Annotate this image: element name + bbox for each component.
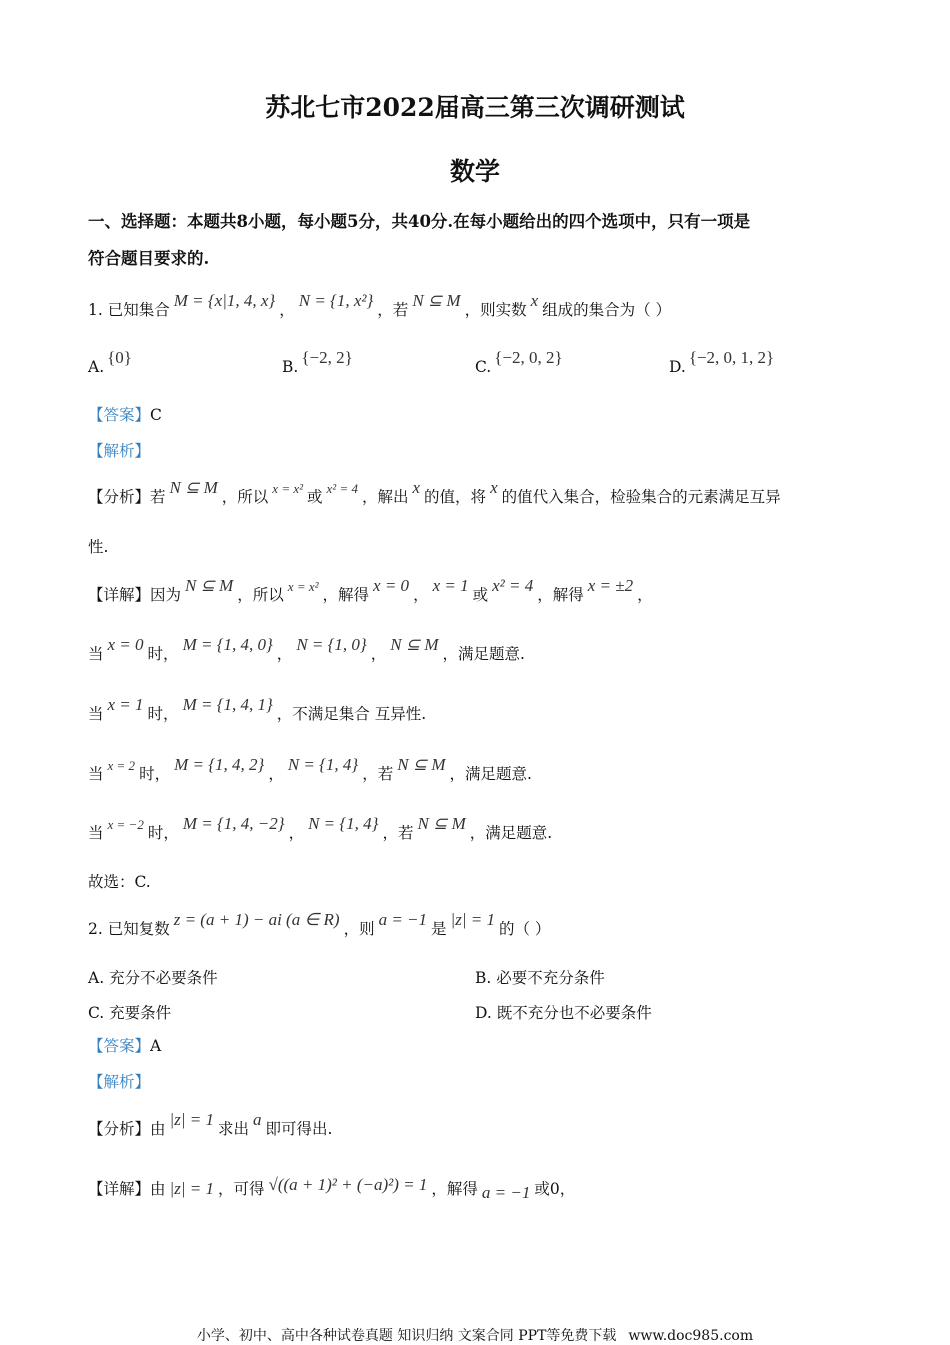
q1-stem-end: 组成的集合为（ ） <box>542 301 672 319</box>
q1-fenxi-text: 或 <box>307 488 323 506</box>
q1-case-1 <box>88 635 525 665</box>
q1-cond: N ⊆ M <box>412 291 461 310</box>
q2-fenxi-text: 即可得出. <box>265 1120 333 1138</box>
q1-fenxi-text: ，解出 <box>361 488 409 506</box>
q2-stem-text: 是 <box>431 920 447 938</box>
q2-answer-value: A <box>150 1037 162 1055</box>
q2-fenxi-tag: 【分析】 <box>88 1120 151 1138</box>
q1-xj-text: ， <box>413 586 429 604</box>
q2-analysis-tag: 【解析】 <box>88 1073 151 1091</box>
q1-case-text: ，若 <box>362 765 394 783</box>
q1-case-math: N = {1, 4} <box>308 814 379 833</box>
q1-fenxi-math: x = x² <box>272 481 304 496</box>
page-footer <box>0 1325 950 1345</box>
q2-option-a <box>88 966 218 988</box>
q1-case-text: ，若 <box>382 824 414 842</box>
q2-fenxi-text: 由 <box>150 1120 166 1138</box>
q2-xiangjie <box>88 1175 576 1202</box>
q1-fenxi-text: 的值代入集合，检验集合的元素满足互异 <box>501 488 781 506</box>
q1-case-4 <box>88 814 553 845</box>
q2-option-d <box>475 1001 652 1023</box>
q1-case-math: N = {1, 4} <box>287 755 359 774</box>
q1-option-b-value: {−2, 2} <box>301 348 353 367</box>
q2-option-a-value: 充分不必要条件 <box>109 969 218 987</box>
q1-option-d <box>669 348 777 377</box>
q1-xj-text: 或 <box>472 586 489 604</box>
q1-fenxi-text: 的值，将 <box>424 488 487 506</box>
q2-xj-text: 由 <box>150 1180 166 1198</box>
q2-answer <box>88 1035 161 1057</box>
q1-case-text: ， <box>288 824 305 842</box>
q1-conclusion: 故选：C. <box>88 873 151 891</box>
q1-answer <box>88 404 162 426</box>
q2-option-a-label: A. <box>88 969 105 987</box>
q1-option-b <box>282 348 356 377</box>
q1-xj-text: ，解得 <box>537 586 584 604</box>
q1-option-d-label: D. <box>669 358 686 376</box>
q1-fenxi-math: N ⊆ M <box>169 478 218 497</box>
q1-option-a-label: A. <box>88 358 105 376</box>
q1-xiangjie <box>88 576 653 607</box>
q1-analysis <box>88 440 150 462</box>
q2-xj-text: ，解得 <box>431 1180 478 1198</box>
q1-set-n: N = {1, x²} <box>298 291 374 310</box>
q1-case-math: M = {1, 4, 1} <box>182 695 273 714</box>
q2-xj-math: |z| = 1 <box>169 1179 214 1198</box>
q1-case-math: N ⊆ M <box>397 755 446 774</box>
q1-fenxi-tag: 【分析】 <box>88 488 151 506</box>
q2-answer-tag: 【答案】 <box>88 1037 151 1055</box>
q1-case-text: 时， <box>147 645 179 663</box>
q1-option-a-value: {0} <box>107 348 132 367</box>
q1-answer-value: C <box>150 406 162 424</box>
q2-xj-text: ，可得 <box>217 1180 265 1198</box>
q1-case-math: M = {1, 4, 2} <box>174 755 265 774</box>
q2-fenxi-math: |z| = 1 <box>169 1110 214 1129</box>
q1-answer-tag: 【答案】 <box>88 406 151 424</box>
q1-option-a <box>88 348 135 377</box>
q1-case-2 <box>88 695 427 725</box>
q1-case-text: ，满足题意. <box>442 645 525 663</box>
q2-stem-end: 的（ ） <box>498 920 551 938</box>
q2-stem-text: ，则 <box>343 920 375 938</box>
q1-case-text: ， <box>276 645 293 663</box>
subject-title: 数学 <box>449 157 500 186</box>
footer-text: 小学、初中、高中各种试卷真题 知识归纳 文案合同 PPT等免费下载 <box>196 1328 617 1344</box>
section-heading-cont: 符合题目要求的. <box>88 249 210 268</box>
q1-xj-math: x = 0 <box>373 576 410 595</box>
q1-case-text: 时， <box>147 824 179 842</box>
q1-case-math: N ⊆ M <box>417 814 466 833</box>
q1-case-text: ，满足题意. <box>469 824 553 842</box>
q1-case-math: x = 1 <box>107 695 144 714</box>
q1-xiangjie-tag: 【详解】 <box>88 586 151 604</box>
q1-fenxi-text: 若 <box>150 488 166 506</box>
section-heading: 一、选择题：本题共8小题，每小题5分，共40分.在每小题给出的四个选项中，只有一项是 <box>88 212 751 231</box>
q1-analysis-tag: 【解析】 <box>88 442 151 460</box>
q1-case-math: M = {1, 4, 0} <box>182 635 273 654</box>
q2-xiangjie-tag: 【详解】 <box>88 1180 151 1198</box>
q2-xj-math: a = −1 <box>481 1183 531 1202</box>
q1-xj-text: ，所以 <box>237 586 284 604</box>
q2-option-c-label: C. <box>88 1004 105 1022</box>
q1-stem-mid: ，若 <box>377 301 409 319</box>
q1-xj-text: ，解得 <box>322 586 370 604</box>
q2-analysis <box>88 1071 150 1093</box>
q1-option-c-value: {−2, 0, 2} <box>494 348 563 367</box>
q1-comma: ， <box>279 301 295 319</box>
q1-case-math: x = 0 <box>107 635 144 654</box>
q1-option-b-label: B. <box>282 358 299 376</box>
q1-fenxi-math: x <box>490 478 498 497</box>
footer-url[interactable]: www.doc985.com <box>628 1328 754 1344</box>
q1-stem <box>88 291 672 321</box>
q1-case-text: 时， <box>139 765 171 783</box>
q2-option-c <box>88 1001 171 1023</box>
q1-fenxi-text: ，所以 <box>221 488 269 506</box>
q2-fenxi-math: a <box>252 1110 262 1129</box>
q1-xj-math: x² = 4 <box>492 576 534 595</box>
q1-case-text: 当 <box>88 765 104 783</box>
q2-option-b <box>475 966 605 988</box>
q1-set-m: M = {x|1, 4, x} <box>173 291 276 310</box>
q1-case-text: ， <box>370 645 387 663</box>
q1-case-text: ，满足题意. <box>449 765 532 783</box>
q1-case-text: 当 <box>88 645 104 663</box>
q2-complex-z: z = (a + 1) − ai (a ∈ R) <box>173 910 340 929</box>
q1-stem-suffix: ，则实数 <box>464 301 527 319</box>
q1-fenxi-math: x <box>412 478 421 497</box>
q2-stem <box>88 910 551 940</box>
q2-option-c-value: 充要条件 <box>109 1004 172 1022</box>
q1-option-c-label: C. <box>475 358 492 376</box>
q1-xj-math: x = ±2 <box>587 576 634 595</box>
q1-xj-text: ， <box>637 586 653 604</box>
q1-option-d-value: {−2, 0, 1, 2} <box>688 348 775 367</box>
q1-fenxi <box>88 478 781 509</box>
q1-xj-text: 因为 <box>150 586 182 604</box>
q1-case-math: M = {1, 4, −2} <box>182 814 285 833</box>
q2-option-d-value: 既不充分也不必要条件 <box>496 1004 652 1022</box>
q1-case-math: x = −2 <box>107 817 144 832</box>
q2-stem-prefix: 2. 已知复数 <box>88 920 170 938</box>
q2-cond-a: a = −1 <box>378 910 428 929</box>
q1-stem-prefix: 1. 已知集合 <box>88 301 170 319</box>
q1-case-text: 当 <box>88 705 104 723</box>
q2-xj-text: 或0， <box>534 1180 576 1198</box>
q1-case-text: 当 <box>88 824 104 842</box>
q1-case-text: 时， <box>147 705 179 723</box>
q2-fenxi <box>88 1110 333 1140</box>
q1-fenxi-math: x² = 4 <box>326 481 358 496</box>
q1-option-c <box>475 348 566 377</box>
q1-var-x: x <box>530 291 539 310</box>
q2-fenxi-text: 求出 <box>217 1120 249 1138</box>
q1-xj-math: N ⊆ M <box>185 576 234 595</box>
q2-xj-math: √((a + 1)² + (−a)²) = 1 <box>268 1175 428 1194</box>
q1-case-math: N ⊆ M <box>390 635 439 654</box>
q1-case-text: ， <box>268 765 284 783</box>
q1-case-math: N = {1, 0} <box>296 635 367 654</box>
q1-fenxi-cont: 性. <box>88 538 109 556</box>
q1-xj-math: x = x² <box>287 579 319 594</box>
q2-option-b-value: 必要不充分条件 <box>496 969 605 987</box>
q1-case-math: x = 2 <box>107 758 136 773</box>
q2-option-d-label: D. <box>475 1004 492 1022</box>
q1-xj-math: x = 1 <box>432 576 469 595</box>
q2-option-b-label: B. <box>475 969 492 987</box>
q1-case-text: ，不满足集合 互异性. <box>276 705 427 723</box>
q1-case-3 <box>88 755 532 786</box>
page-title: 苏北七市2022届高三第三次调研测试 <box>265 93 685 122</box>
q2-cond-z: |z| = 1 <box>450 910 495 929</box>
